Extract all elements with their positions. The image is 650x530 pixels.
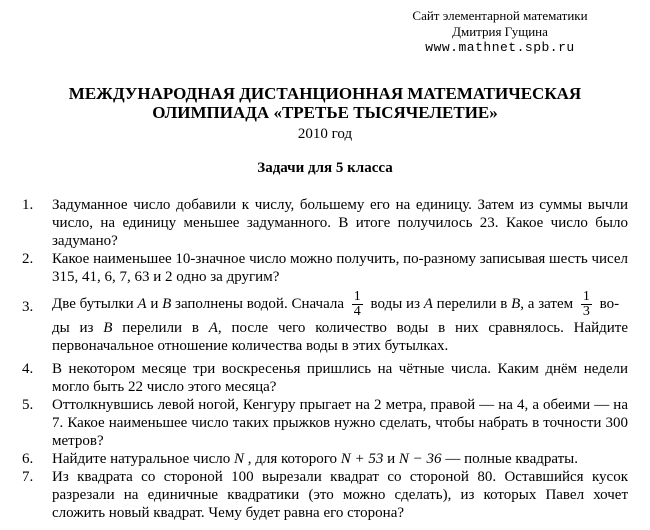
problem-3 (22, 290, 628, 355)
fraction-one-third (581, 290, 592, 319)
problem-text-part: перелили в (432, 295, 512, 312)
fraction-denominator: 4 (353, 304, 361, 319)
problem-text-line-2: 315, 41, 6, 7, 63 и 2 одно за другим? (52, 269, 280, 285)
fraction-numerator: 1 (582, 289, 590, 304)
site-header (370, 8, 630, 56)
expression-n-minus-36: N − 36 (398, 451, 442, 467)
site-name: Сайт элементарной математики (412, 8, 588, 23)
variable-b: B (162, 295, 172, 312)
variable-b: B (103, 320, 113, 336)
problem-text-part: и (383, 451, 399, 467)
problem-number: 7. (22, 469, 34, 485)
problem-2 (22, 250, 628, 286)
problem-text-part: заполнены водой. Сначала (171, 295, 345, 312)
problem-text (52, 250, 628, 286)
problem-text: Из квадрата со стороной 100 вырезали квадрат со стороной 80. Оставшийся кусок разрезали на единичные квадратики (это можно сделать), из которых Павел хочет сложить новый квадрат. Чему будет равна его сторона? (52, 469, 628, 521)
problem-number: 5. (22, 397, 34, 413)
expression-n-plus-53: N + 53 (340, 451, 384, 467)
problem-text: Оттолкнувшись левой ногой, Кенгуру прыгает на 2 метра, правой — на 4, а обеими — на 7. Какое наименьшее число таких прыжков нужно сделать, чтобы набрать в точности 300 метров? (52, 397, 628, 449)
fraction-denominator: 3 (582, 304, 590, 319)
variable-b: B (511, 295, 521, 312)
problem-number: 3. (22, 299, 34, 315)
problem-5 (22, 396, 628, 450)
problem-text-part: , для которого (244, 451, 341, 467)
problem-4 (22, 360, 628, 396)
title-line-2: ОЛИМПИАДА «ТРЕТЬЕ ТЫСЯЧЕЛЕТИЕ» (152, 103, 498, 122)
site-url[interactable]: www.mathnet.spb.ru (425, 40, 575, 55)
problem-text: В некотором месяце три воскресенья пришлись на чётные числа. Каким днём недели могло быть 22 число этого месяца? (52, 361, 628, 395)
problem-text-line-1: Какое наименьшее 10-значное число можно получить, по-разному записывая шесть чисел (52, 251, 628, 267)
problem-1 (22, 196, 628, 250)
section-subtitle: Задачи для 5 класса (257, 160, 393, 176)
problem-number: 2. (22, 251, 34, 267)
problem-number: 1. (22, 197, 34, 213)
problem-text-part: , а затем (520, 295, 574, 312)
problem-text-part: ды из (52, 320, 104, 336)
problem-text: Задуманное число добавили к числу, большему его на единицу. Затем из суммы вычли число, на единицу меньшее задуманного. В итоге получилось 23. Какое число было задумано? (52, 197, 628, 249)
site-author: Дмитрия Гущина (452, 24, 548, 39)
problem-text-part: , после чего количество воды в них сравнялось. Найдите первоначальное отношение количества воды в этих бутылках. (52, 320, 628, 354)
problem-number: 4. (22, 361, 34, 377)
title-line-1: МЕЖДУНАРОДНАЯ ДИСТАНЦИОННАЯ МАТЕМАТИЧЕСКАЯ (68, 84, 582, 103)
problem-text-part: Две бутылки (52, 295, 138, 312)
problem-text-part: Найдите натуральное число (52, 451, 234, 467)
variable-a: A (137, 295, 147, 312)
variable-n: N (234, 451, 245, 467)
problem-text (52, 450, 628, 468)
page-title (0, 84, 650, 122)
variable-a: A (423, 295, 433, 312)
problem-text-part: — полные квадраты. (441, 451, 579, 467)
problem-number: 6. (22, 451, 34, 467)
problem-text-part: воды из (370, 295, 424, 312)
problem-text-part: перелили в (112, 320, 209, 336)
fraction-numerator: 1 (353, 289, 361, 304)
variable-a: A (208, 320, 218, 336)
problem-6 (22, 450, 628, 468)
problem-text-part: во- (599, 295, 620, 312)
problem-7 (22, 468, 628, 522)
problem-text (52, 290, 628, 355)
year-label: 2010 год (297, 126, 353, 142)
fraction-one-quarter (352, 290, 363, 319)
problem-text-part: и (146, 295, 163, 312)
